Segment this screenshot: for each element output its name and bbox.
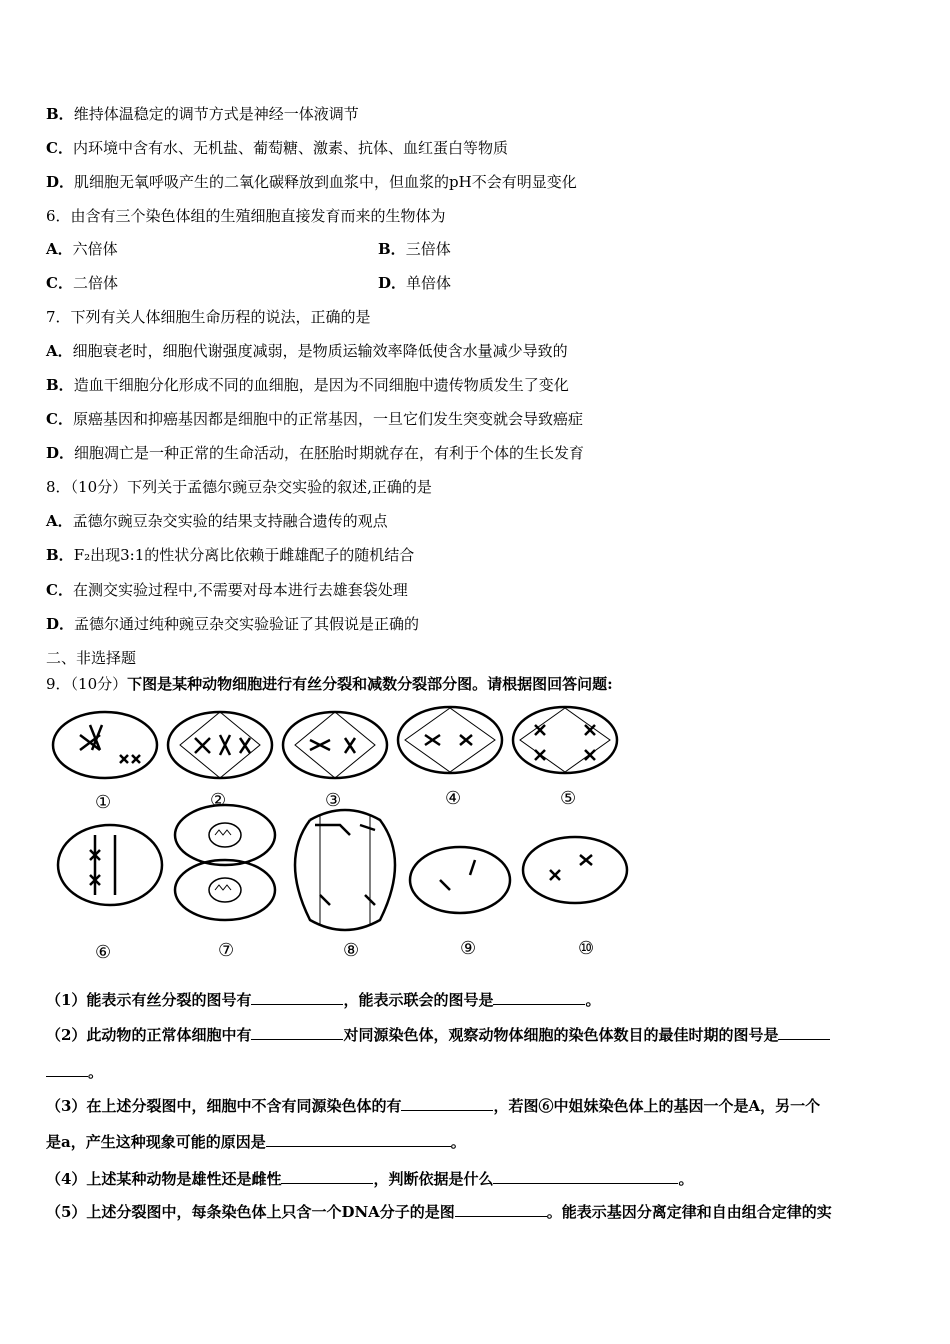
q5-option-b: B．维持体温稳定的调节方式是神经一体液调节	[46, 105, 359, 123]
cell-6	[58, 825, 162, 905]
label-4: ④	[445, 788, 462, 809]
q7-stem: 7．下列有关人体细胞生命历程的说法，正确的是	[46, 308, 371, 326]
answer-blank[interactable]	[493, 1169, 678, 1184]
cell-2	[168, 712, 272, 778]
answer-blank[interactable]	[281, 1169, 373, 1184]
label-1: ①	[95, 792, 112, 813]
cell-3	[283, 712, 387, 778]
q7-option-c: C．原癌基因和抑癌基因都是细胞中的正常基因，一旦它们发生突变就会导致癌症	[46, 410, 583, 428]
answer-blank[interactable]	[778, 1025, 830, 1040]
q6-option-b: B．三倍体	[378, 240, 451, 258]
answer-blank[interactable]	[493, 990, 585, 1005]
cell-7	[175, 805, 275, 920]
label-2: ②	[210, 790, 227, 811]
cell-1	[53, 712, 157, 778]
q7-option-d: D．细胞凋亡是一种正常的生命活动，在胚胎时期就存在，有利于个体的生长发育	[46, 444, 585, 462]
cell-8	[295, 810, 395, 930]
cell-4	[398, 707, 502, 773]
q6-option-c: C．二倍体	[46, 274, 118, 292]
q9-sub-2: （2）此动物的正常体细胞中有 对同源染色体，观察动物体细胞的染色体数目的最佳时期的图号是	[46, 1024, 830, 1045]
q9-sub-3: （3）在上述分裂图中，细胞中不含有同源染色体的有 ，若图⑥中姐妹染色体上的基因一个是A，另一个	[46, 1097, 821, 1115]
section-heading: 二、非选择题	[46, 649, 137, 667]
answer-blank[interactable]	[251, 1025, 343, 1040]
q9-sub-5: （5）上述分裂图中，每条染色体上只含一个DNA分子的是图 。能表示基因分离定律和自由组合定律的实	[46, 1203, 832, 1221]
label-5: ⑤	[560, 788, 577, 809]
q8-option-a: A．孟德尔豌豆杂交实验的结果支持融合遗传的观点	[46, 512, 388, 530]
q6-option-a: A．六倍体	[46, 240, 118, 258]
q9-sub-4: （4）上述某种动物是雄性还是雌性 ，判断依据是什么 。	[46, 1170, 694, 1188]
q8-stem: 8．（10分）下列关于孟德尔豌豆杂交实验的叙述,正确的是	[46, 478, 432, 496]
label-9: ⑨	[460, 938, 477, 959]
q8-option-c: C．在测交实验过程中,不需要对母本进行去雄套袋处理	[46, 581, 408, 599]
q9-stem: 9．（10分）下图是某种动物细胞进行有丝分裂和减数分裂部分图。请根据图回答问题:	[46, 675, 613, 693]
answer-blank[interactable]	[46, 1062, 88, 1077]
cell-10	[523, 837, 627, 903]
q7-option-b: B．造血干细胞分化形成不同的血细胞，是因为不同细胞中遗传物质发生了变化	[46, 376, 569, 394]
q5-option-d: D．肌细胞无氧呼吸产生的二氧化碳释放到血浆中，但血浆的pH不会有明显变化	[46, 173, 577, 191]
label-6: ⑥	[95, 942, 112, 963]
q6-option-d: D．单倍体	[378, 274, 452, 292]
q9-sub-1: （1）能表示有丝分裂的图号有 ，能表示联会的图号是 。	[46, 991, 601, 1009]
label-8: ⑧	[343, 940, 360, 961]
answer-blank[interactable]	[401, 1096, 493, 1111]
q8-option-d: D．孟德尔通过纯种豌豆杂交实验验证了其假说是正确的	[46, 615, 420, 633]
label-7: ⑦	[218, 940, 235, 961]
q6-stem: 6．由含有三个染色体组的生殖细胞直接发育而来的生物体为	[46, 207, 446, 225]
cell-9	[410, 847, 510, 913]
q9-sub-2-cont: 。	[46, 1061, 103, 1082]
answer-blank[interactable]	[266, 1132, 451, 1147]
q5-option-c: C．内环境中含有水、无机盐、葡萄糖、激素、抗体、血红蛋白等物质	[46, 139, 508, 157]
q7-option-a: A．细胞衰老时，细胞代谢强度减弱，是物质运输效率降低使含水量减少导致的	[46, 342, 568, 360]
answer-blank[interactable]	[251, 990, 343, 1005]
label-10: ⑩	[578, 938, 595, 959]
q9-sub-3-cont: 是a，产生这种现象可能的原因是 。	[46, 1133, 466, 1151]
cell-5	[513, 707, 617, 773]
answer-blank[interactable]	[455, 1202, 547, 1217]
label-3: ③	[325, 790, 342, 811]
q8-option-b: B．F₂出现3:1的性状分离比依赖于雌雄配子的随机结合	[46, 546, 415, 564]
cell-division-figure	[50, 700, 640, 965]
